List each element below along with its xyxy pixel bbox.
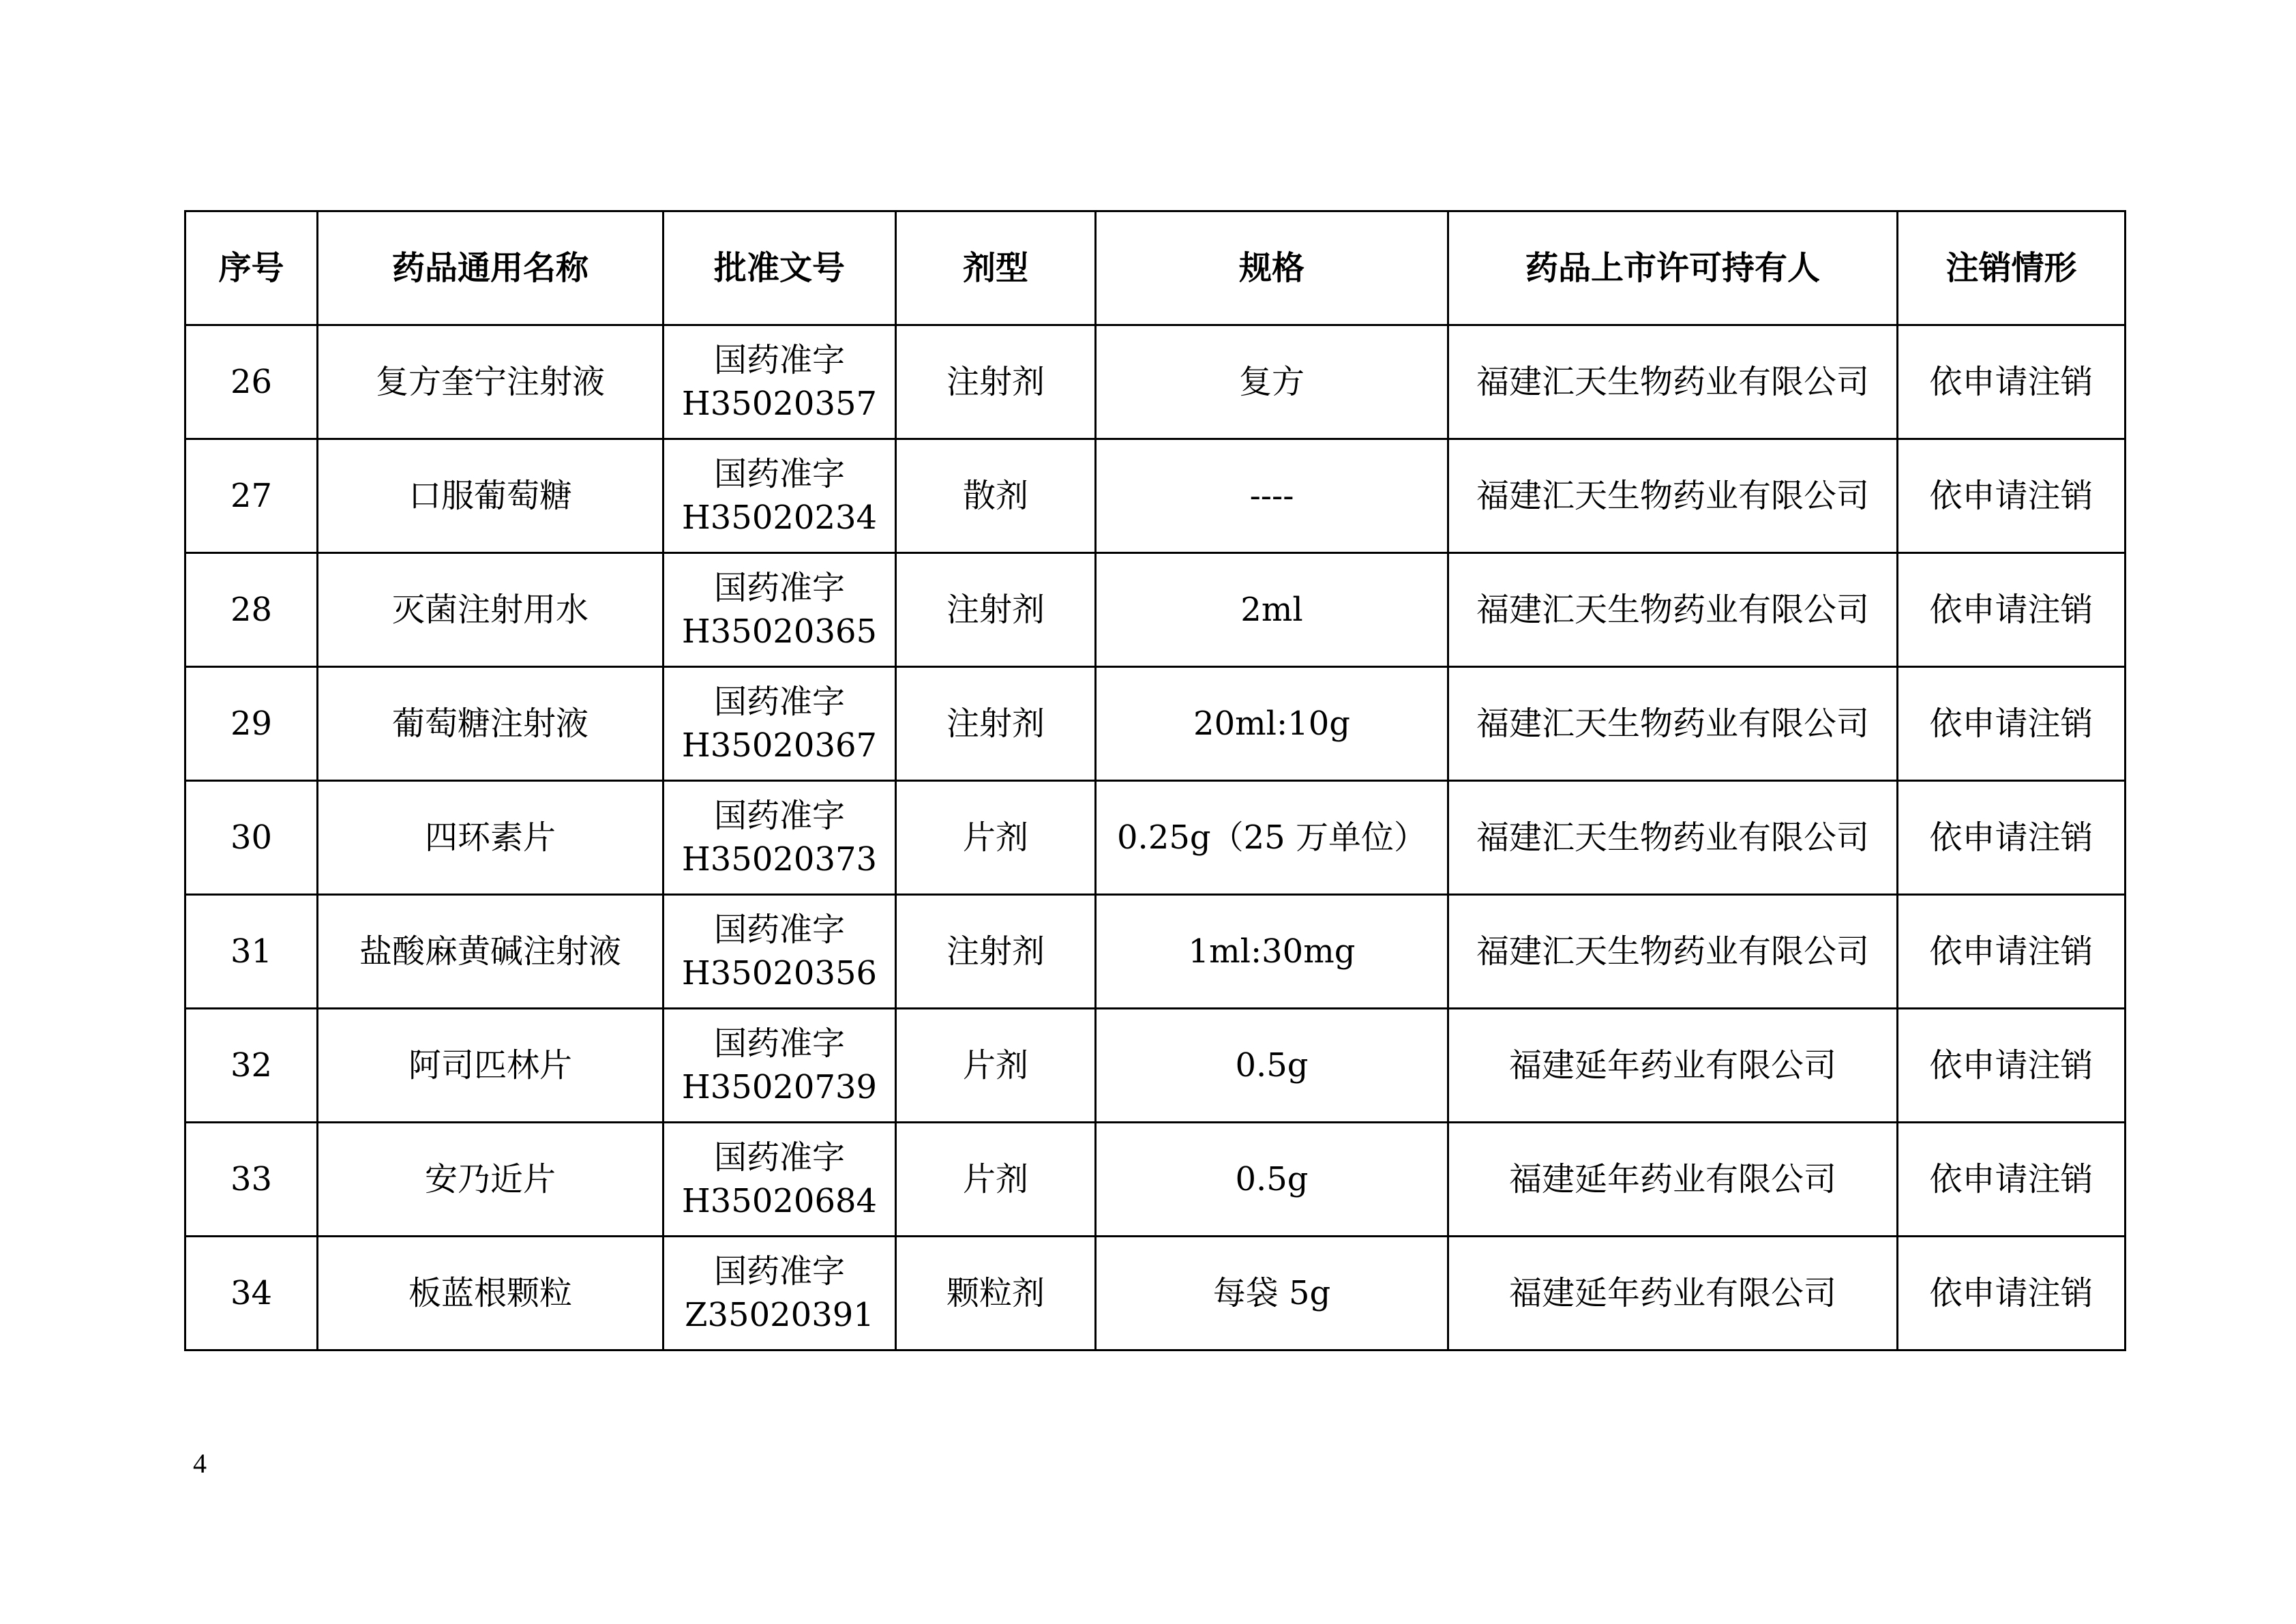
cell-approval-number [664, 553, 896, 667]
approval-prefix: 国药准字 [713, 569, 845, 607]
cell-dosage-form: 散剂 [896, 439, 1096, 553]
cell-dosage-form: 注射剂 [896, 553, 1096, 667]
cell-license-holder: 福建汇天生物药业有限公司 [1448, 667, 1898, 781]
approval-code: H35020357 [681, 385, 878, 423]
header-serial-no: 序号 [185, 211, 318, 325]
cell-dosage-form: 片剂 [896, 1123, 1096, 1237]
cell-dosage-form: 注射剂 [896, 895, 1096, 1009]
approval-prefix: 国药准字 [713, 683, 845, 721]
approval-prefix: 国药准字 [713, 341, 845, 379]
cell-dosage-form: 片剂 [896, 1009, 1096, 1123]
table-row [185, 553, 2126, 667]
cell-drug-name: 口服葡萄糖 [318, 439, 664, 553]
cell-serial-no: 30 [185, 781, 318, 895]
cell-approval-number [664, 439, 896, 553]
cell-drug-name: 安乃近片 [318, 1123, 664, 1237]
cell-cancellation-status: 依申请注销 [1898, 895, 2126, 1009]
cell-serial-no: 26 [185, 325, 318, 439]
cell-specification: 复方 [1096, 325, 1448, 439]
approval-prefix: 国药准字 [713, 911, 845, 949]
cell-license-holder: 福建汇天生物药业有限公司 [1448, 325, 1898, 439]
cell-specification: 0.5g [1096, 1123, 1448, 1237]
table-row [185, 1237, 2126, 1350]
table-header-row [185, 211, 2126, 325]
cell-dosage-form: 片剂 [896, 781, 1096, 895]
cell-approval-number [664, 781, 896, 895]
cell-approval-number [664, 325, 896, 439]
cell-approval-number [664, 895, 896, 1009]
approval-code: H35020365 [681, 612, 878, 651]
cell-serial-no: 29 [185, 667, 318, 781]
cell-approval-number [664, 1123, 896, 1237]
cell-cancellation-status: 依申请注销 [1898, 667, 2126, 781]
table-row [185, 439, 2126, 553]
approval-prefix: 国药准字 [713, 1252, 845, 1290]
cell-specification: 1ml:30mg [1096, 895, 1448, 1009]
cell-drug-name: 盐酸麻黄碱注射液 [318, 895, 664, 1009]
table-row [185, 325, 2126, 439]
approval-code: H35020234 [681, 499, 878, 537]
cell-drug-name: 板蓝根颗粒 [318, 1237, 664, 1350]
cell-specification: 每袋 5g [1096, 1237, 1448, 1350]
cell-serial-no: 34 [185, 1237, 318, 1350]
cell-drug-name: 葡萄糖注射液 [318, 667, 664, 781]
cell-serial-no: 31 [185, 895, 318, 1009]
approval-code: H35020739 [681, 1068, 878, 1106]
cell-cancellation-status: 依申请注销 [1898, 781, 2126, 895]
approval-prefix: 国药准字 [713, 797, 845, 835]
cell-dosage-form: 颗粒剂 [896, 1237, 1096, 1350]
cell-license-holder: 福建延年药业有限公司 [1448, 1009, 1898, 1123]
approval-prefix: 国药准字 [713, 455, 845, 493]
cell-dosage-form: 注射剂 [896, 325, 1096, 439]
cell-approval-number [664, 1009, 896, 1123]
header-cancellation-status: 注销情形 [1898, 211, 2126, 325]
drug-cancellation-table [184, 210, 2126, 1351]
table-row [185, 667, 2126, 781]
cell-cancellation-status: 依申请注销 [1898, 439, 2126, 553]
approval-code: H35020367 [681, 726, 878, 765]
cell-specification: ---- [1096, 439, 1448, 553]
cell-serial-no: 27 [185, 439, 318, 553]
cell-serial-no: 32 [185, 1009, 318, 1123]
cell-specification: 0.25g（25 万单位） [1096, 781, 1448, 895]
cell-approval-number [664, 667, 896, 781]
approval-prefix: 国药准字 [713, 1024, 845, 1063]
cell-license-holder: 福建汇天生物药业有限公司 [1448, 439, 1898, 553]
cell-license-holder: 福建汇天生物药业有限公司 [1448, 781, 1898, 895]
cell-specification: 2ml [1096, 553, 1448, 667]
cell-license-holder: 福建汇天生物药业有限公司 [1448, 895, 1898, 1009]
page-number: 4 [193, 1448, 207, 1479]
cell-cancellation-status: 依申请注销 [1898, 1009, 2126, 1123]
header-approval-number: 批准文号 [664, 211, 896, 325]
approval-code: H35020373 [681, 840, 878, 879]
cell-specification: 20ml:10g [1096, 667, 1448, 781]
cell-cancellation-status: 依申请注销 [1898, 553, 2126, 667]
cell-drug-name: 复方奎宁注射液 [318, 325, 664, 439]
table-row [185, 895, 2126, 1009]
approval-code: H35020684 [681, 1182, 878, 1220]
cell-dosage-form: 注射剂 [896, 667, 1096, 781]
cell-cancellation-status: 依申请注销 [1898, 1237, 2126, 1350]
table-row [185, 1009, 2126, 1123]
cell-license-holder: 福建延年药业有限公司 [1448, 1237, 1898, 1350]
cell-cancellation-status: 依申请注销 [1898, 1123, 2126, 1237]
approval-prefix: 国药准字 [713, 1138, 845, 1177]
cell-specification: 0.5g [1096, 1009, 1448, 1123]
cell-license-holder: 福建汇天生物药业有限公司 [1448, 553, 1898, 667]
header-drug-name: 药品通用名称 [318, 211, 664, 325]
cell-serial-no: 33 [185, 1123, 318, 1237]
cell-serial-no: 28 [185, 553, 318, 667]
table-row [185, 781, 2126, 895]
cell-cancellation-status: 依申请注销 [1898, 325, 2126, 439]
cell-license-holder: 福建延年药业有限公司 [1448, 1123, 1898, 1237]
cell-drug-name: 四环素片 [318, 781, 664, 895]
header-specification: 规格 [1096, 211, 1448, 325]
header-dosage-form: 剂型 [896, 211, 1096, 325]
table-row [185, 1123, 2126, 1237]
cell-drug-name: 灭菌注射用水 [318, 553, 664, 667]
cell-approval-number [664, 1237, 896, 1350]
approval-code: H35020356 [681, 954, 878, 992]
cell-drug-name: 阿司匹林片 [318, 1009, 664, 1123]
header-license-holder: 药品上市许可持有人 [1448, 211, 1898, 325]
approval-code: Z35020391 [685, 1296, 874, 1334]
